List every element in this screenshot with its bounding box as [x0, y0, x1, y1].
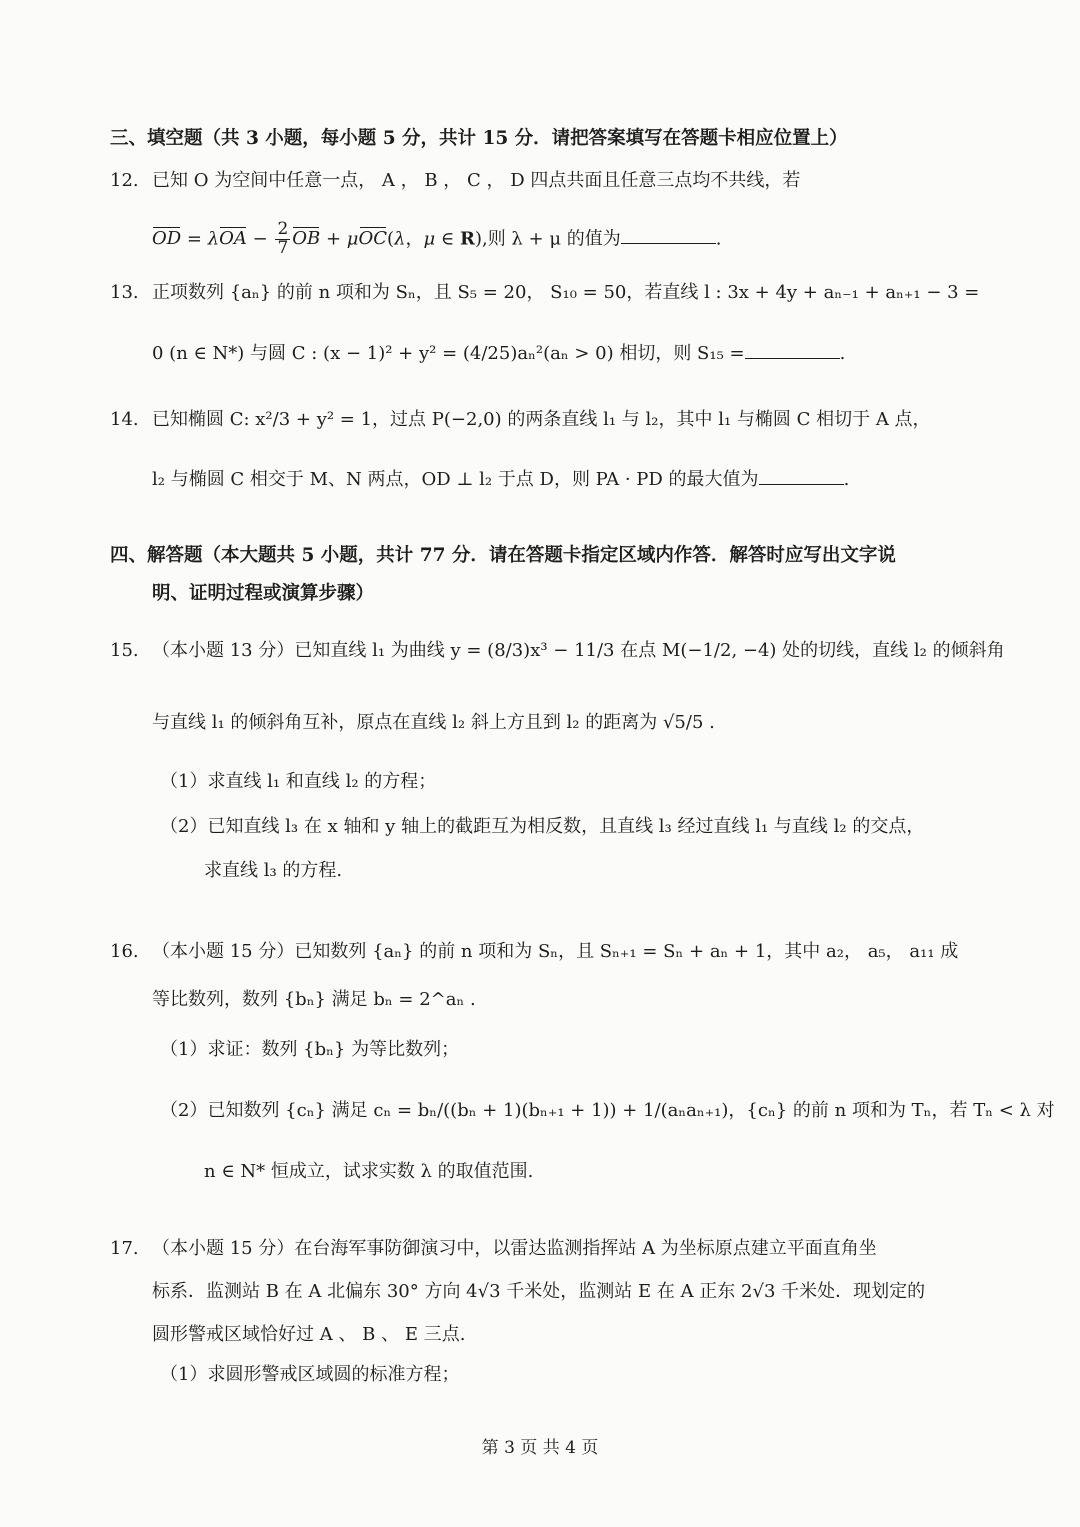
q16-part2-text-1: （2）已知数列 {cₙ} 满足 cₙ = bₙ/((bₙ + 1)(bₙ₊₁ + 1)) + 1/(aₙaₙ₊₁)，{cₙ} 的前 n 项和为 Tₙ，若 Tₙ < λ 对 — [160, 1100, 1055, 1121]
q12-expression: OD = λOA − $\frac{2}{7}$ OB + μOC(λ，μ ∈ R),则 λ + μ 的值为 . — [152, 219, 722, 258]
q12-text-1: 已知 O 为空间中任意一点， A ， B ， C ， D 四点共面且任意三点均不共线，若 — [152, 170, 801, 191]
q13-number: 13. — [110, 282, 139, 303]
q15-number: 15. — [110, 640, 139, 661]
q15-text-1: （本小题 13 分）已知直线 l₁ 为曲线 y = (8/3)x³ − 11/3 在点 M(−1/2, −4) 处的切线，直线 l₂ 的倾斜角 — [152, 640, 1005, 661]
q15-text-2: 与直线 l₁ 的倾斜角互补，原点在直线 l₂ 斜上方且到 l₂ 的距离为 √5/5 . — [152, 712, 715, 733]
q16-part2-text-2: n ∈ N* 恒成立，试求实数 λ 的取值范围. — [204, 1161, 534, 1182]
q16-text-1: （本小题 15 分）已知数列 {aₙ} 的前 n 项和为 Sₙ，且 Sₙ₊₁ = Sₙ + aₙ + 1，其中 a₂， a₅， a₁₁ 成 — [152, 941, 959, 962]
q14-text-1: 已知椭圆 C: x²/3 + y² = 1，过点 P(−2,0) 的两条直线 l₁ 与 l₂，其中 l₁ 与椭圆 C 相切于 A 点， — [152, 409, 931, 430]
q17-number: 17. — [110, 1238, 139, 1259]
q15-part2-text-1: （2）已知直线 l₃ 在 x 轴和 y 轴上的截距互为相反数，且直线 l₃ 经过直线 l₁ 与直线 l₂ 的交点， — [160, 816, 925, 837]
section-4-heading-text-1: 四、解答题（本大题共 5 小题，共计 77 分．请在答题卡指定区域内作答．解答时应写出文字说 — [110, 545, 896, 566]
q13-text-1: 正项数列 {aₙ} 的前 n 项和为 Sₙ，且 S₅ = 20， S₁₀ = 50，若直线 l : 3x + 4y + aₙ₋₁ + aₙ₊₁ − 3 = — [152, 282, 980, 303]
q15-part2-text-2: 求直线 l₃ 的方程. — [204, 860, 343, 881]
q14-text-2: l₂ 与椭圆 C 相交于 M、N 两点，OD ⊥ l₂ 于点 D，则 PA · PD 的最大值为 . — [152, 466, 849, 492]
q14-answer-blank — [759, 466, 844, 485]
q17-text-1: （本小题 15 分）在台海军事防御演习中，以雷达监测指挥站 A 为坐标原点建立平面直角坐 — [152, 1238, 877, 1259]
section-3-heading-text: 三、填空题（共 3 小题，每小题 5 分，共计 15 分．请把答案填写在答题卡相应位置上） — [110, 128, 848, 149]
q13-text-2: 0 (n ∈ N*) 与圆 C : (x − 1)² + y² = (4/25)aₙ²(aₙ > 0) 相切，则 S₁₅ = . — [152, 340, 845, 366]
q13-answer-blank — [745, 340, 840, 359]
q12-number: 12. — [110, 170, 139, 191]
page-footer: 第 3 页 共 4 页 — [481, 1438, 599, 1458]
q16-text-2: 等比数列，数列 {bₙ} 满足 bₙ = 2^aₙ . — [152, 989, 476, 1010]
q14-text-2-content: l₂ 与椭圆 C 相交于 M、N 两点，OD ⊥ l₂ 于点 D，则 PA · PD 的最大值为 — [152, 469, 759, 490]
q17-part1-text: （1）求圆形警戒区域圆的标准方程； — [160, 1364, 460, 1385]
q12-tail: ,则 λ + μ 的值为 — [481, 228, 621, 250]
q16-number: 16. — [110, 941, 139, 962]
q17-text-2: 标系．监测站 B 在 A 北偏东 30° 方向 4√3 千米处，监测站 E 在 A 正东 2√3 千米处．现划定的 — [152, 1281, 926, 1302]
q13-text-2-content: 0 (n ∈ N*) 与圆 C : (x − 1)² + y² = (4/25)aₙ²(aₙ > 0) 相切，则 S₁₅ = — [152, 343, 745, 364]
q15-part1-text: （1）求直线 l₁ 和直线 l₂ 的方程； — [160, 771, 437, 792]
q17-text-3: 圆形警戒区域恰好过 A 、 B 、 E 三点. — [152, 1324, 466, 1345]
q14-number: 14. — [110, 409, 139, 430]
section-4-heading-text-2: 明、证明过程或演算步骤） — [152, 583, 375, 604]
q16-part1-text: （1）求证：数列 {bₙ} 为等比数列； — [160, 1039, 460, 1060]
q12-answer-blank — [621, 225, 716, 244]
